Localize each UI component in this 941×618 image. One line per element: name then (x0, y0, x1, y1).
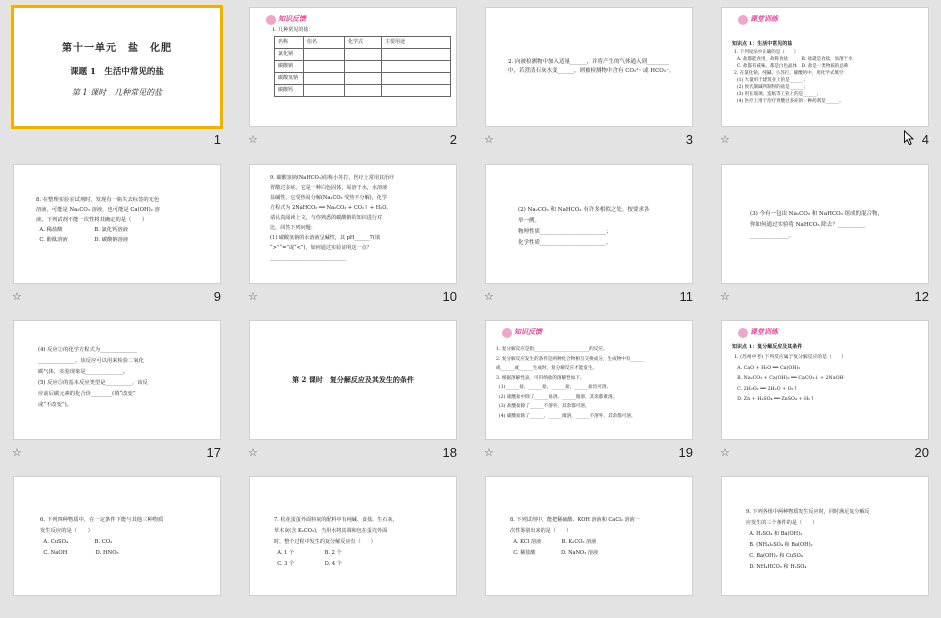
question-text: 1. 下列说法中正确的是（ ） A. 盐都能食用，故称食盐 B. 盐就是食盐，易溶于水 C. 盐都有咸味，都是白色晶体 D. 盐是一类物质的总称 2. 在氯化钠、纯碱、小苏打、碳酸钙中，用化学式填空： (1) 大量用于建筑业上的是______； (2) 侯氏制碱所制得的盐是______； (3) 用在玻璃、造纸等工业上的是______； (4) 医疗上用于治疗胃酸过多症的一种药剂是______。 (734, 50, 853, 104)
slide-thumbnail-24[interactable] (708, 469, 941, 618)
slide-canvas (249, 320, 457, 440)
question-text: (3) 今有一包由 Na₂CO₃ 和 NaHCO₃ 组成的混合物， 你如何通过实验将 NaHCO₃ 除去？__________ ______________。 (750, 211, 884, 239)
lesson-title: 课题 1 生活中常见的盐 (70, 67, 164, 77)
slide-canvas (485, 320, 693, 440)
star-outline-icon[interactable]: ☆ (720, 133, 730, 146)
slide-canvas (13, 164, 221, 284)
question-heading: 1. 几种常见的盐： (272, 27, 314, 33)
section-heading: 知识点 1：生活中常见的盐 (732, 41, 793, 47)
banner-text: 课堂训练 (750, 327, 778, 336)
slide-number: 18 (442, 445, 457, 460)
slide-thumbnail-2[interactable] (236, 0, 471, 149)
slide-number: 11 (679, 289, 693, 304)
question-text: 8. 在整理实验室试剂时，发现有一瓶失去标签的无色 溶液，可能是 Na₂CO₃ 溶液，也可能是 Ca(OH)₂ 溶 液。下列试剂不能一次性将其确定的是（ ） A. 稀盐酸 B. 氯化钙溶液 C. 酚酞溶液 D. 碳酸钠溶液 (36, 197, 160, 243)
slide-thumbnail-20[interactable] (708, 313, 941, 462)
slide-canvas (721, 7, 929, 127)
slide-thumbnail-12[interactable] (708, 157, 941, 306)
table-cell: 碳酸钠 (275, 61, 304, 73)
slide-thumbnail-23[interactable] (472, 469, 707, 618)
slide-thumbnail-17[interactable] (0, 313, 235, 462)
slide-thumbnail-11[interactable] (472, 157, 707, 306)
slide-number: 19 (678, 445, 693, 460)
banner-flower-icon (738, 328, 748, 338)
slide-canvas (13, 7, 221, 127)
slide-thumbnail-18[interactable] (236, 313, 471, 462)
star-outline-icon[interactable]: ☆ (720, 446, 730, 459)
slide-thumbnail-10[interactable] (236, 157, 471, 306)
slide-thumbnail-4[interactable] (708, 0, 941, 149)
slide-canvas (249, 476, 457, 596)
table-header: 名称 (275, 37, 304, 49)
period-title: 第 1 课时 几种常见的盐 (71, 88, 163, 97)
question-text: 2. 向被检测物中加入适量______，并将产生的气体通入到________ 中，若澄清石灰水变______，则被检测物中含有 CO₃²⁻ 或 HCO₃⁻。 (508, 59, 675, 74)
table-cell: 碳酸钙 (275, 85, 304, 97)
table-header: 俗名 (304, 37, 345, 49)
table-header: 化学式 (345, 37, 382, 49)
question-text: (2) Na₂CO₃ 和 NaHCO₃ 有许多相似之处。按要求各 举一例。 物理性质________________________； 化学性质________________________。 (518, 207, 650, 246)
question-text: 7. 松花蛋蛋外面料灰的配料中有纯碱、食盐、生石灰、 草木灰(含 K₂CO₃)，当用水将其调和包在蛋壳外面 时，整个过程中发生的复分解反应有（ ） A. 1 个 B. 2 个 C. 3 个 D. 4 个 (274, 517, 398, 567)
slide-canvas (249, 164, 457, 284)
slide-thumbnail-1[interactable] (0, 0, 235, 149)
unit-title: 第十一单元 盐 化肥 (62, 43, 172, 54)
banner (266, 14, 336, 26)
slide-number: 9 (213, 289, 221, 304)
star-outline-icon[interactable]: ☆ (484, 446, 494, 459)
question-text: 6. 下列四种物质中，在一定条件下能与其他三种物质 发生反应的是（ ） A. CuSO₄ B. CO₂ C. NaOH D. HNO₃ (40, 517, 164, 556)
star-outline-icon[interactable]: ☆ (12, 446, 22, 459)
slide-number: 4 (921, 132, 929, 147)
question-text: (4) 反应②的化学方程式为______________ ______________，该反应可以用来检验二氧化 碳气体，实验现象是______________。 (5) 反应⑤的基本反应类型是__________，该反 应前后碳元素的化合价________(填“改变” 或“不改变”)。 (38, 347, 148, 408)
slide-thumbnail-19[interactable] (472, 313, 707, 462)
question-text: 9. 碳酸氢钠(NaHCO₃)俗称小苏打，医疗上常用其治疗 胃酸过多症。它是一种白色固体，易溶于水，水溶液 显碱性，它受热易分解(Na₂CO₃ 受热不分解)，化学 方程式为 2NaHCO₃ ══ Na₂CO₃ + CO₂↑ + H₂O。 请认真阅读上文，与你熟悉的碳酸钠的知识进行对 比，回答下列问题： (1) 碳酸氢钠的水溶液呈碱性，其 pH______7(填 “>”“=”或“<”)，如何通过实验证明这一点？ ______________________________ (270, 175, 395, 261)
slide-thumbnail-3[interactable] (472, 0, 707, 149)
section-heading: 知识点 1：复分解反应及其条件 (732, 344, 803, 350)
slide-canvas (485, 7, 693, 127)
table-cell: 氯化钠 (275, 49, 304, 61)
question-text: 9. 下列各组中两种物质发生反应时，同时满足复分解反 应发生的三个条件的是（ ） A. H₂SO₄ 和 Ba(OH)₂ B. (NH₄)₂SO₄ 和 Ba(OH)₂ C. Ba(OH)₂ 和 CuSO₄ D. NH₄HCO₃ 和 H₂SO₄ (746, 509, 870, 570)
slide-number: 3 (685, 132, 693, 147)
star-outline-icon[interactable]: ☆ (248, 290, 258, 303)
slide-thumbnail-22[interactable] (236, 469, 471, 618)
banner-text: 知识反馈 (278, 14, 306, 23)
question-text: 1. 复分解反应是指________________________的反应。 2. 复分解反应发生的条件是两种化合物相互交换成分，生成物中有______ 或______或______生成时，复分解反应才能发生。 3. 根据溶解性表，可归纳盐的溶解性如下。 (1)______盐、______盐、______盐、______盐均可溶。 (2) 硫酸盐中除了______易溶、______微溶，其余都难溶。 (3) 盐酸盐除了______不溶外，其余都可溶。 (4) 碳酸盐除了______、______微溶，______不溶外，其余都可溶。 (496, 347, 645, 419)
star-outline-icon[interactable]: ☆ (248, 133, 258, 146)
banner-flower-icon (738, 15, 748, 25)
banner (738, 327, 808, 339)
slide-number: 10 (442, 289, 457, 304)
banner-flower-icon (266, 15, 276, 25)
slide-canvas (13, 320, 221, 440)
star-outline-icon[interactable]: ☆ (720, 290, 730, 303)
slide-canvas (721, 164, 929, 284)
banner-text: 课堂训练 (750, 14, 778, 23)
star-outline-icon[interactable]: ☆ (484, 133, 494, 146)
slide-canvas (249, 7, 457, 127)
mouse-pointer-icon (903, 130, 915, 146)
star-outline-icon[interactable]: ☆ (248, 446, 258, 459)
slide-number: 20 (914, 445, 929, 460)
banner (738, 14, 808, 26)
slide-thumbnail-9[interactable] (0, 157, 235, 306)
salt-table (274, 36, 451, 97)
table-header: 主要用途 (382, 37, 451, 49)
star-outline-icon[interactable]: ☆ (12, 290, 22, 303)
star-outline-icon[interactable]: ☆ (484, 290, 494, 303)
slide-number: 17 (206, 445, 221, 460)
slide-canvas (485, 164, 693, 284)
slide-number: 2 (449, 132, 457, 147)
banner-flower-icon (502, 328, 512, 338)
table-cell: 碳酸氢钠 (275, 73, 304, 85)
slide-canvas (485, 476, 693, 596)
question-text: 8. 下列试剂中，能把稀硫酸、KOH 溶液和 CaCl₂ 溶液一 次性鉴别出来的是（ ） A. KCl 溶液 B. K₂CO₃ 溶液 C. 稀盐酸 D. NaNO₃ 溶液 (510, 517, 640, 556)
slide-number: 12 (914, 289, 929, 304)
banner-text: 知识反馈 (514, 327, 542, 336)
slide-canvas (13, 476, 221, 596)
period-title: 第 2 课时 复分解反应及其发生的条件 (292, 375, 414, 384)
slide-number: 1 (213, 132, 221, 147)
slide-canvas (721, 320, 929, 440)
slide-thumbnail-21[interactable] (0, 469, 235, 618)
question-text: 1. (苏州中考) 下列反应属于复分解反应的是（ ） A. CaO + H₂O ══ Ca(OH)₂ B. Na₂CO₃ + Ca(OH)₂ ══ CaCO₃↓ + 2NaOH C. 2H₂O₂ ══ 2H₂O + O₂↑ D. Zn + H₂SO₄ ══ ZnSO₄ + H₂↑ (734, 355, 847, 402)
slide-canvas (721, 476, 929, 596)
banner (502, 327, 572, 339)
